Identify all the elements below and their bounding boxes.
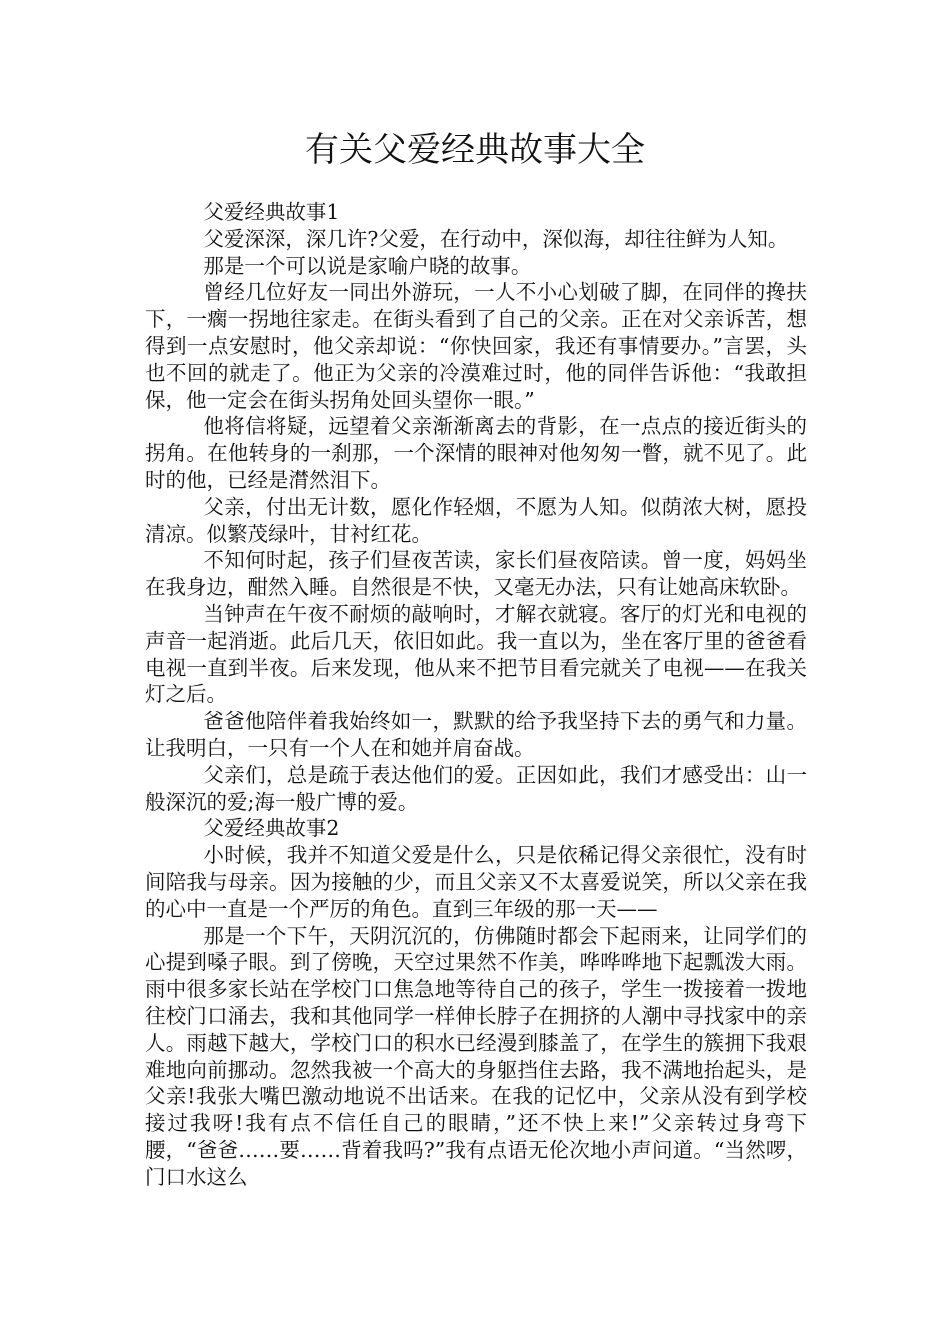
heading-story-1: 父爱经典故事1 — [203, 200, 340, 224]
paragraph: 父亲，付出无计数，愿化作轻烟，不愿为人知。似荫浓大树，愿投清凉。似繁茂绿叶，甘衬红花。 — [145, 494, 807, 546]
paragraph: 那是一个可以说是家喻户晓的故事。 — [203, 253, 532, 278]
paragraph: 当钟声在午夜不耐烦的敲响时，才解衣就寝。客厅的灯光和电视的声音一起消逝。此后几天，依旧如此。我一直以为，坐在客厅里的爸爸看电视一直到半夜。后来发现，他从来不把节目看完就关了电视——在我关灯之后。 — [145, 601, 807, 707]
document-title: 有关父爱经典故事大全 — [305, 130, 645, 170]
paragraph: 小时候，我并不知道父爱是什么，只是依稀记得父亲很忙，没有时间陪我与母亲。因为接触的少，而且父亲又不太喜爱说笑，所以父亲在我的心中一直是一个严厉的角色。直到三年级的那一天—— — [145, 843, 807, 921]
paragraph: 父亲们，总是疏于表达他们的爱。正因如此，我们才感受出：山一般深沉的爱;海一般广博的爱。 — [145, 762, 807, 814]
paragraph: 不知何时起，孩子们昼夜苦读，家长们昼夜陪读。曾一度，妈妈坐在我身边，酣然入睡。自然很是不快，又毫无办法，只有让她高床软卧。 — [145, 548, 807, 600]
paragraph: 那是一个下午，天阴沉沉的，仿佛随时都会下起雨来，让同学们的心提到嗓子眼。到了傍晚，天空过果然不作美，哗哗哗地下起瓢泼大雨。雨中很多家长站在学校门口焦急地等待自己的孩子，学生一拨接着一拨地往校门口涌去，我和其他同学一样伸长脖子在拥挤的人潮中寻找家中的亲人。雨越下越大，学校门口的积水已经漫到膝盖了，在学生的簇拥下我艰难地向前挪动。忽然我被一个高大的身躯挡住去路，我不满地抬起头，是父亲!我张大嘴巴激动地说不出话来。在我的记忆中，父亲从没有到学校接过我呀!我有点不信任自己的眼睛，”还不快上来!”父亲转过身弯下腰，“爸爸……要……背着我吗?”我有点语无伦次地小声问道。“当然啰，门口水这么 — [145, 923, 807, 1189]
paragraph: 他将信将疑，远望着父亲渐渐离去的背影，在一点点的接近街头的拐角。在他转身的一刹那，一个深情的眼神对他匆匆一瞥，就不见了。此时的他，已经是潸然泪下。 — [145, 414, 807, 492]
paragraph: 爸爸他陪伴着我始终如一，默默的给予我坚持下去的勇气和力量。让我明白，一只有一个人在和她并肩奋战。 — [145, 709, 807, 760]
heading-story-2: 父爱经典故事2 — [203, 816, 340, 841]
paragraph: 父爱深深，深几许?父爱，在行动中，深似海，却往往鲜为人知。 — [203, 226, 789, 251]
document-body — [145, 199, 807, 1190]
paragraph: 曾经几位好友一同出外游玩，一人不小心划破了脚，在同伴的搀扶下，一瘸一拐地往家走。在街头看到了自己的父亲。正在对父亲诉苦，想得到一点安慰时，他父亲却说：“你快回家，我还有事情要办。”言罢，头也不回的就走了。他正为父亲的冷漠难过时，他的同伴告诉他：“我敢担保，他一定会在街头拐角处回头望你一眼。” — [145, 280, 807, 412]
